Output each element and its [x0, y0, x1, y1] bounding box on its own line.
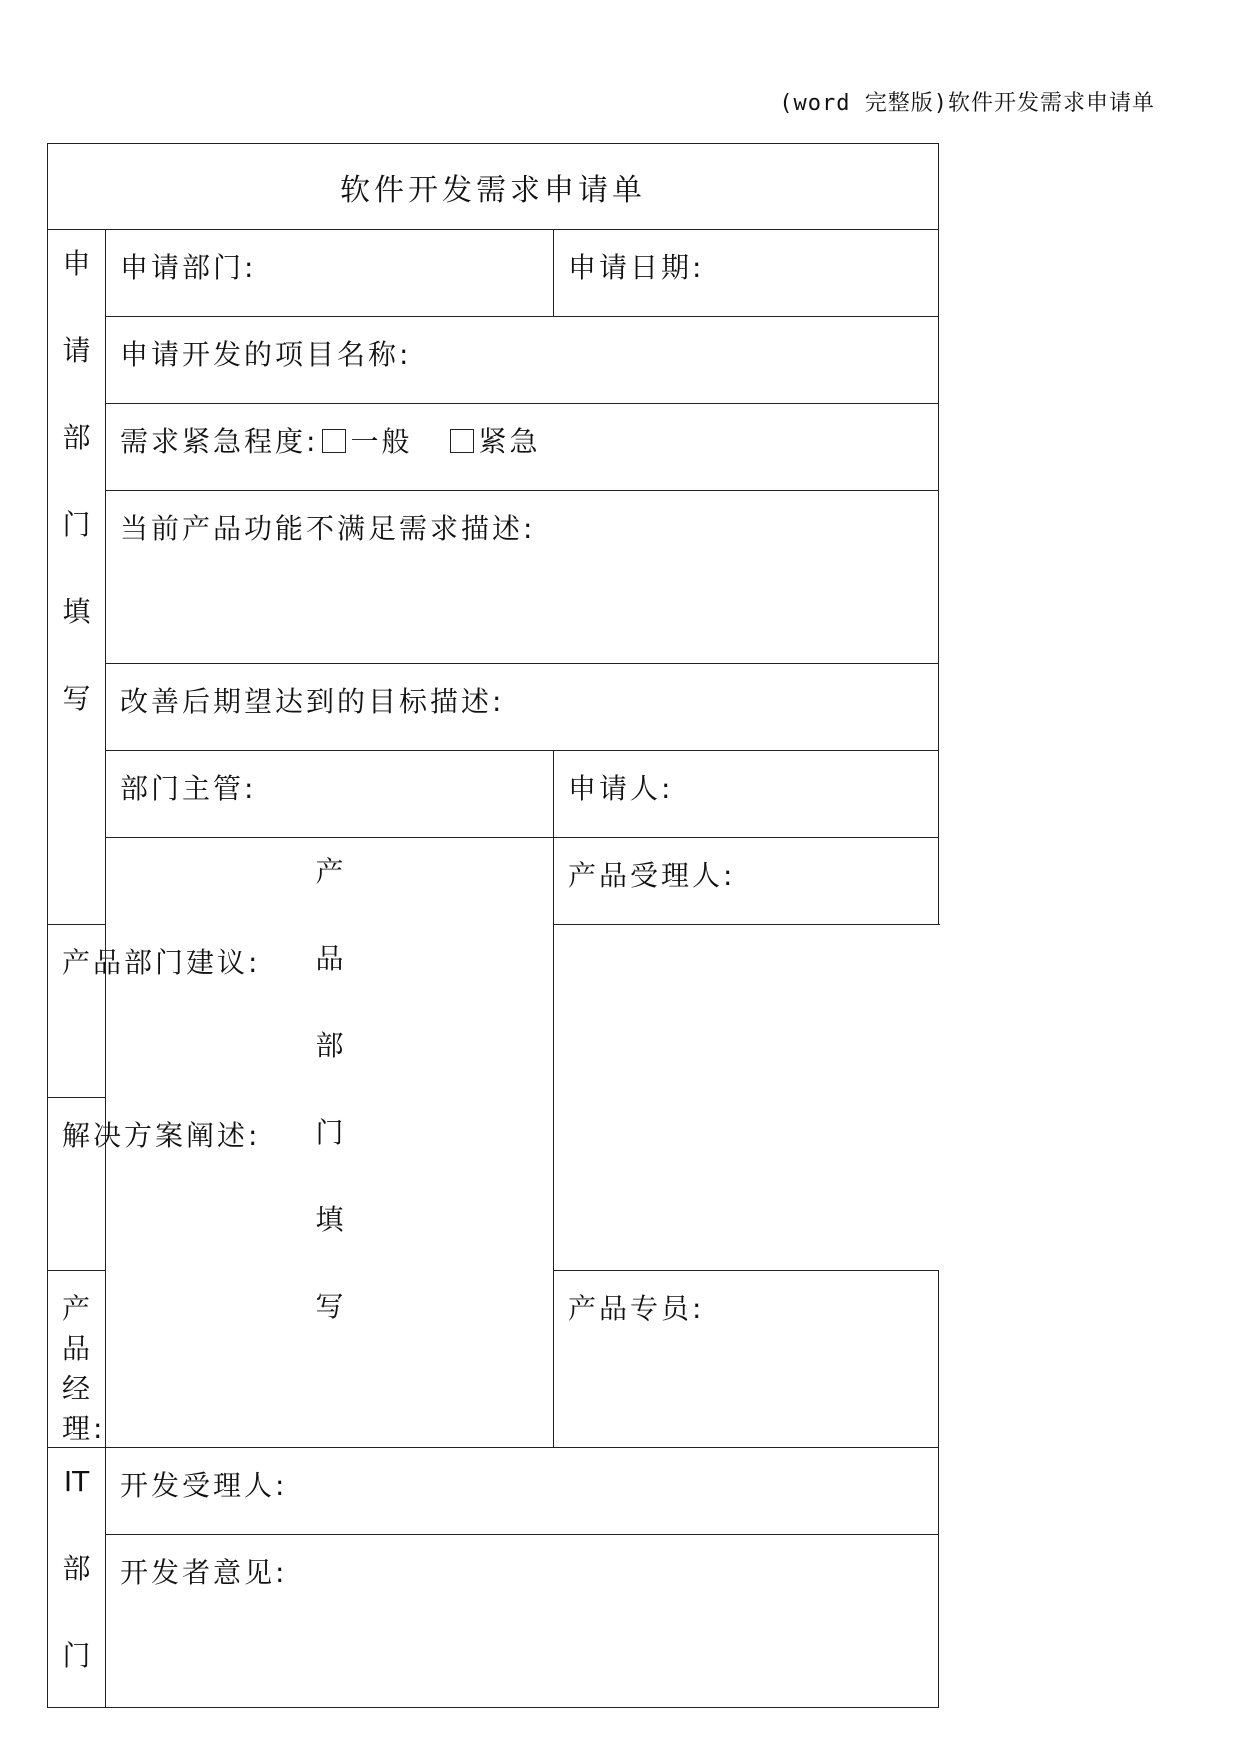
section-char: 写	[62, 682, 91, 715]
dev-receiver-field[interactable]: 开发受理人:	[106, 1448, 939, 1535]
apply-date-field[interactable]: 申请日期:	[554, 230, 939, 317]
section-char: 部	[62, 1552, 91, 1585]
section-char: 品	[315, 942, 344, 975]
section-label-it	[48, 1448, 106, 1708]
product-manager-field[interactable]: 产品经理:	[48, 1271, 106, 1448]
section-char: 填	[62, 595, 91, 628]
applicant-field[interactable]: 申请人:	[554, 751, 939, 838]
section-char: 写	[315, 1290, 344, 1323]
requirement-form-table	[47, 143, 939, 1708]
urgency-urgent-label: 紧急	[478, 425, 541, 458]
project-name-field[interactable]: 申请开发的项目名称:	[106, 317, 939, 404]
page-header-note: (word 完整版)软件开发需求申请单	[779, 91, 1155, 116]
section-char: 填	[315, 1203, 344, 1236]
section-char: 请	[62, 334, 91, 367]
product-specialist-field[interactable]: 产品专员:	[554, 1271, 939, 1448]
section-char: 门	[315, 1116, 344, 1149]
expected-goal-field[interactable]: 改善后期望达到的目标描述:	[106, 664, 939, 751]
section-label-applicant	[48, 230, 106, 925]
solution-field[interactable]: 解决方案阐述:	[48, 1098, 554, 1271]
urgency-field	[106, 404, 939, 491]
product-suggestion-field[interactable]: 产品部门建议:	[48, 925, 554, 1098]
dev-opinion-field[interactable]: 开发者意见:	[106, 1535, 939, 1708]
urgency-urgent-checkbox[interactable]	[450, 429, 474, 453]
apply-dept-field[interactable]: 申请部门:	[106, 230, 554, 317]
urgency-label: 需求紧急程度:	[120, 425, 319, 458]
product-receiver-field[interactable]: 产品受理人:	[554, 838, 939, 925]
section-char: 部	[62, 421, 91, 454]
section-char: 产	[315, 855, 344, 888]
section-char: 部	[315, 1029, 344, 1062]
section-char: 门	[62, 508, 91, 541]
section-char: 申	[62, 247, 91, 280]
urgency-normal-checkbox[interactable]	[322, 429, 346, 453]
section-char: IT	[63, 1465, 90, 1498]
form-title: 软件开发需求申请单	[48, 144, 939, 230]
current-gap-field[interactable]: 当前产品功能不满足需求描述:	[106, 491, 939, 664]
urgency-normal-label: 一般	[350, 425, 413, 458]
dept-manager-field[interactable]: 部门主管:	[106, 751, 554, 838]
section-char: 门	[62, 1639, 91, 1672]
